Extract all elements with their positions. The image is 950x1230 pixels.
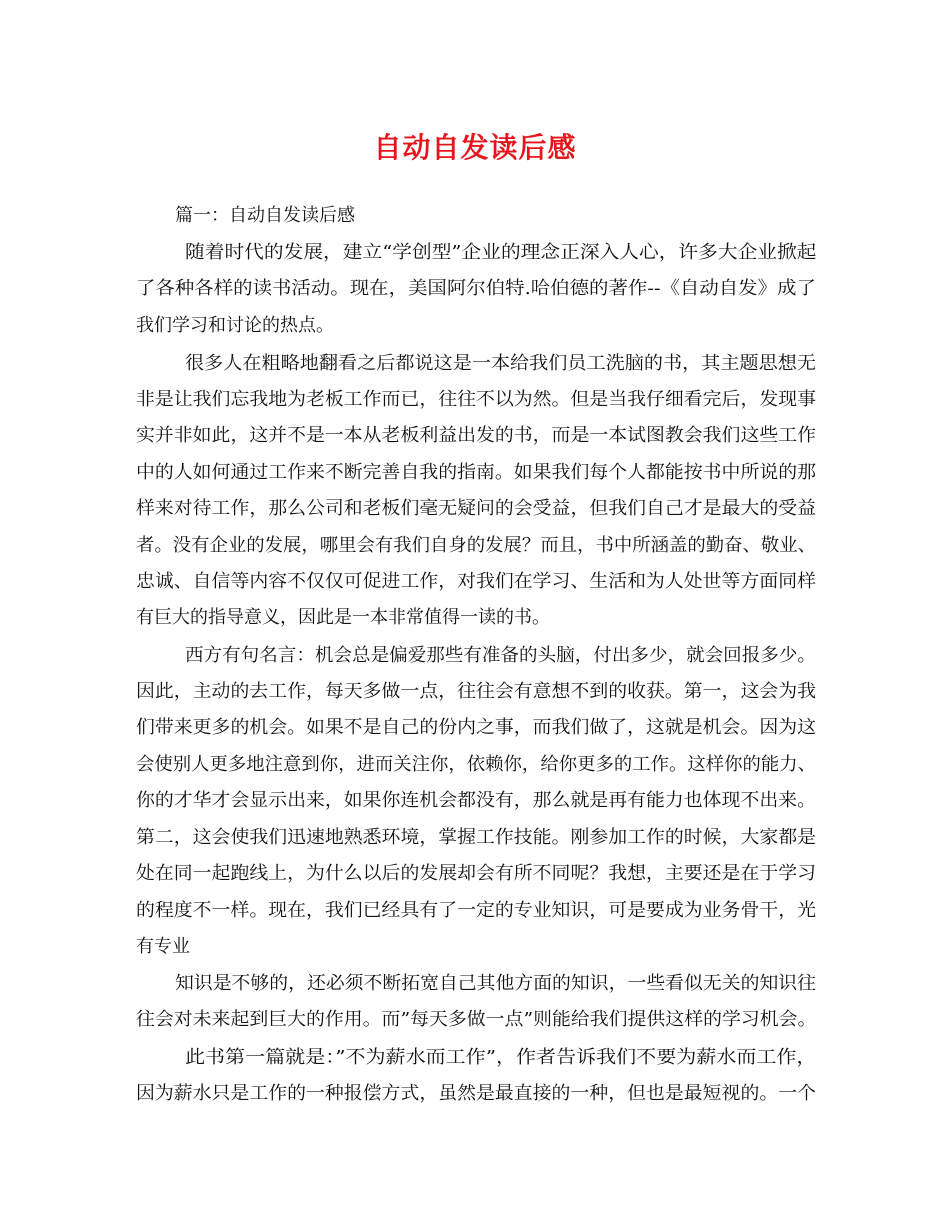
text-line: 此书第一篇就是：”不为薪水而工作”，作者告诉我们不要为薪水而工作， xyxy=(185,1047,817,1068)
text-line: 我们学习和讨论的热点。 xyxy=(136,315,334,336)
text-line: 非是让我们忘我地为老板工作而已，往往不以为然。但是当我仔细看完后，发现事 xyxy=(136,389,817,410)
text-line: 们带来更多的机会。如果不是自己的份内之事，而我们做了，这就是机会。因为这 xyxy=(136,717,817,738)
text-line: 篇一：自动自发读后感 xyxy=(175,205,355,226)
text-line: 因此，主动的去工作，每天多做一点，往往会有意想不到的收获。第一，这会为我 xyxy=(136,681,817,702)
text-line: 有专业 xyxy=(136,936,190,957)
text-line: 实并非如此，这并不是一本从老板利益出发的书，而是一本试图教会我们这些工作 xyxy=(136,425,817,446)
text-line: 往会对未来起到巨大的作用。而”每天多做一点”则能给我们提供这样的学习机会。 xyxy=(136,1009,817,1030)
text-line: 的程度不一样。现在，我们已经具有了一定的专业知识，可是要成为业务骨干，光 xyxy=(136,900,817,921)
text-line: 很多人在粗略地翻看之后都说这是一本给我们员工洗脑的书，其主题思想无 xyxy=(185,353,817,374)
text-line: 了各种各样的读书活动。现在，美国阿尔伯特.哈伯德的著作--《自动自发》成了 xyxy=(136,278,816,299)
text-line: 西方有句名言：机会总是偏爱那些有准备的头脑，付出多少，就会回报多少。 xyxy=(185,645,816,666)
text-line: 知识是不够的，还必须不断拓宽自己其他方面的知识，一些看似无关的知识往 xyxy=(175,973,817,994)
text-line: 中的人如何通过工作来不断完善自我的指南。如果我们每个人都能按书中所说的那 xyxy=(136,462,817,483)
text-line: 者。没有企业的发展，哪里会有我们自身的发展？而且，书中所涵盖的勤奋、敬业、 xyxy=(136,535,816,556)
text-line: 有巨大的指导意义，因此是一本非常值得一读的书。 xyxy=(136,607,550,628)
text-line: 因为薪水只是工作的一种报偿方式，虽然是最直接的一种，但也是最短视的。一个 xyxy=(136,1083,817,1104)
text-line: 忠诚、自信等内容不仅仅可促进工作，对我们在学习、生活和为人处世等方面同样 xyxy=(136,571,817,592)
text-line: 第二，这会使我们迅速地熟悉环境，掌握工作技能。刚参加工作的时候，大家都是 xyxy=(136,827,817,848)
text-line: 样来对待工作，那么公司和老板们毫无疑问的会受益，但我们自己才是最大的受益 xyxy=(136,498,817,519)
text-line: 随着时代的发展，建立“学创型”企业的理念正深入人心，许多大企业掀起 xyxy=(185,242,817,263)
text-line: 会使别人更多地注意到你，进而关注你，依赖你，给你更多的工作。这样你的能力、 xyxy=(136,754,816,775)
text-line: 处在同一起跑线上，为什么以后的发展却会有所不同呢？我想，主要还是在于学习 xyxy=(136,863,817,884)
document-title: 自动自发读后感 xyxy=(373,131,577,164)
text-line: 你的才华才会显示出来，如果你连机会都没有，那么就是再有能力也体现不出来。 xyxy=(136,790,817,811)
